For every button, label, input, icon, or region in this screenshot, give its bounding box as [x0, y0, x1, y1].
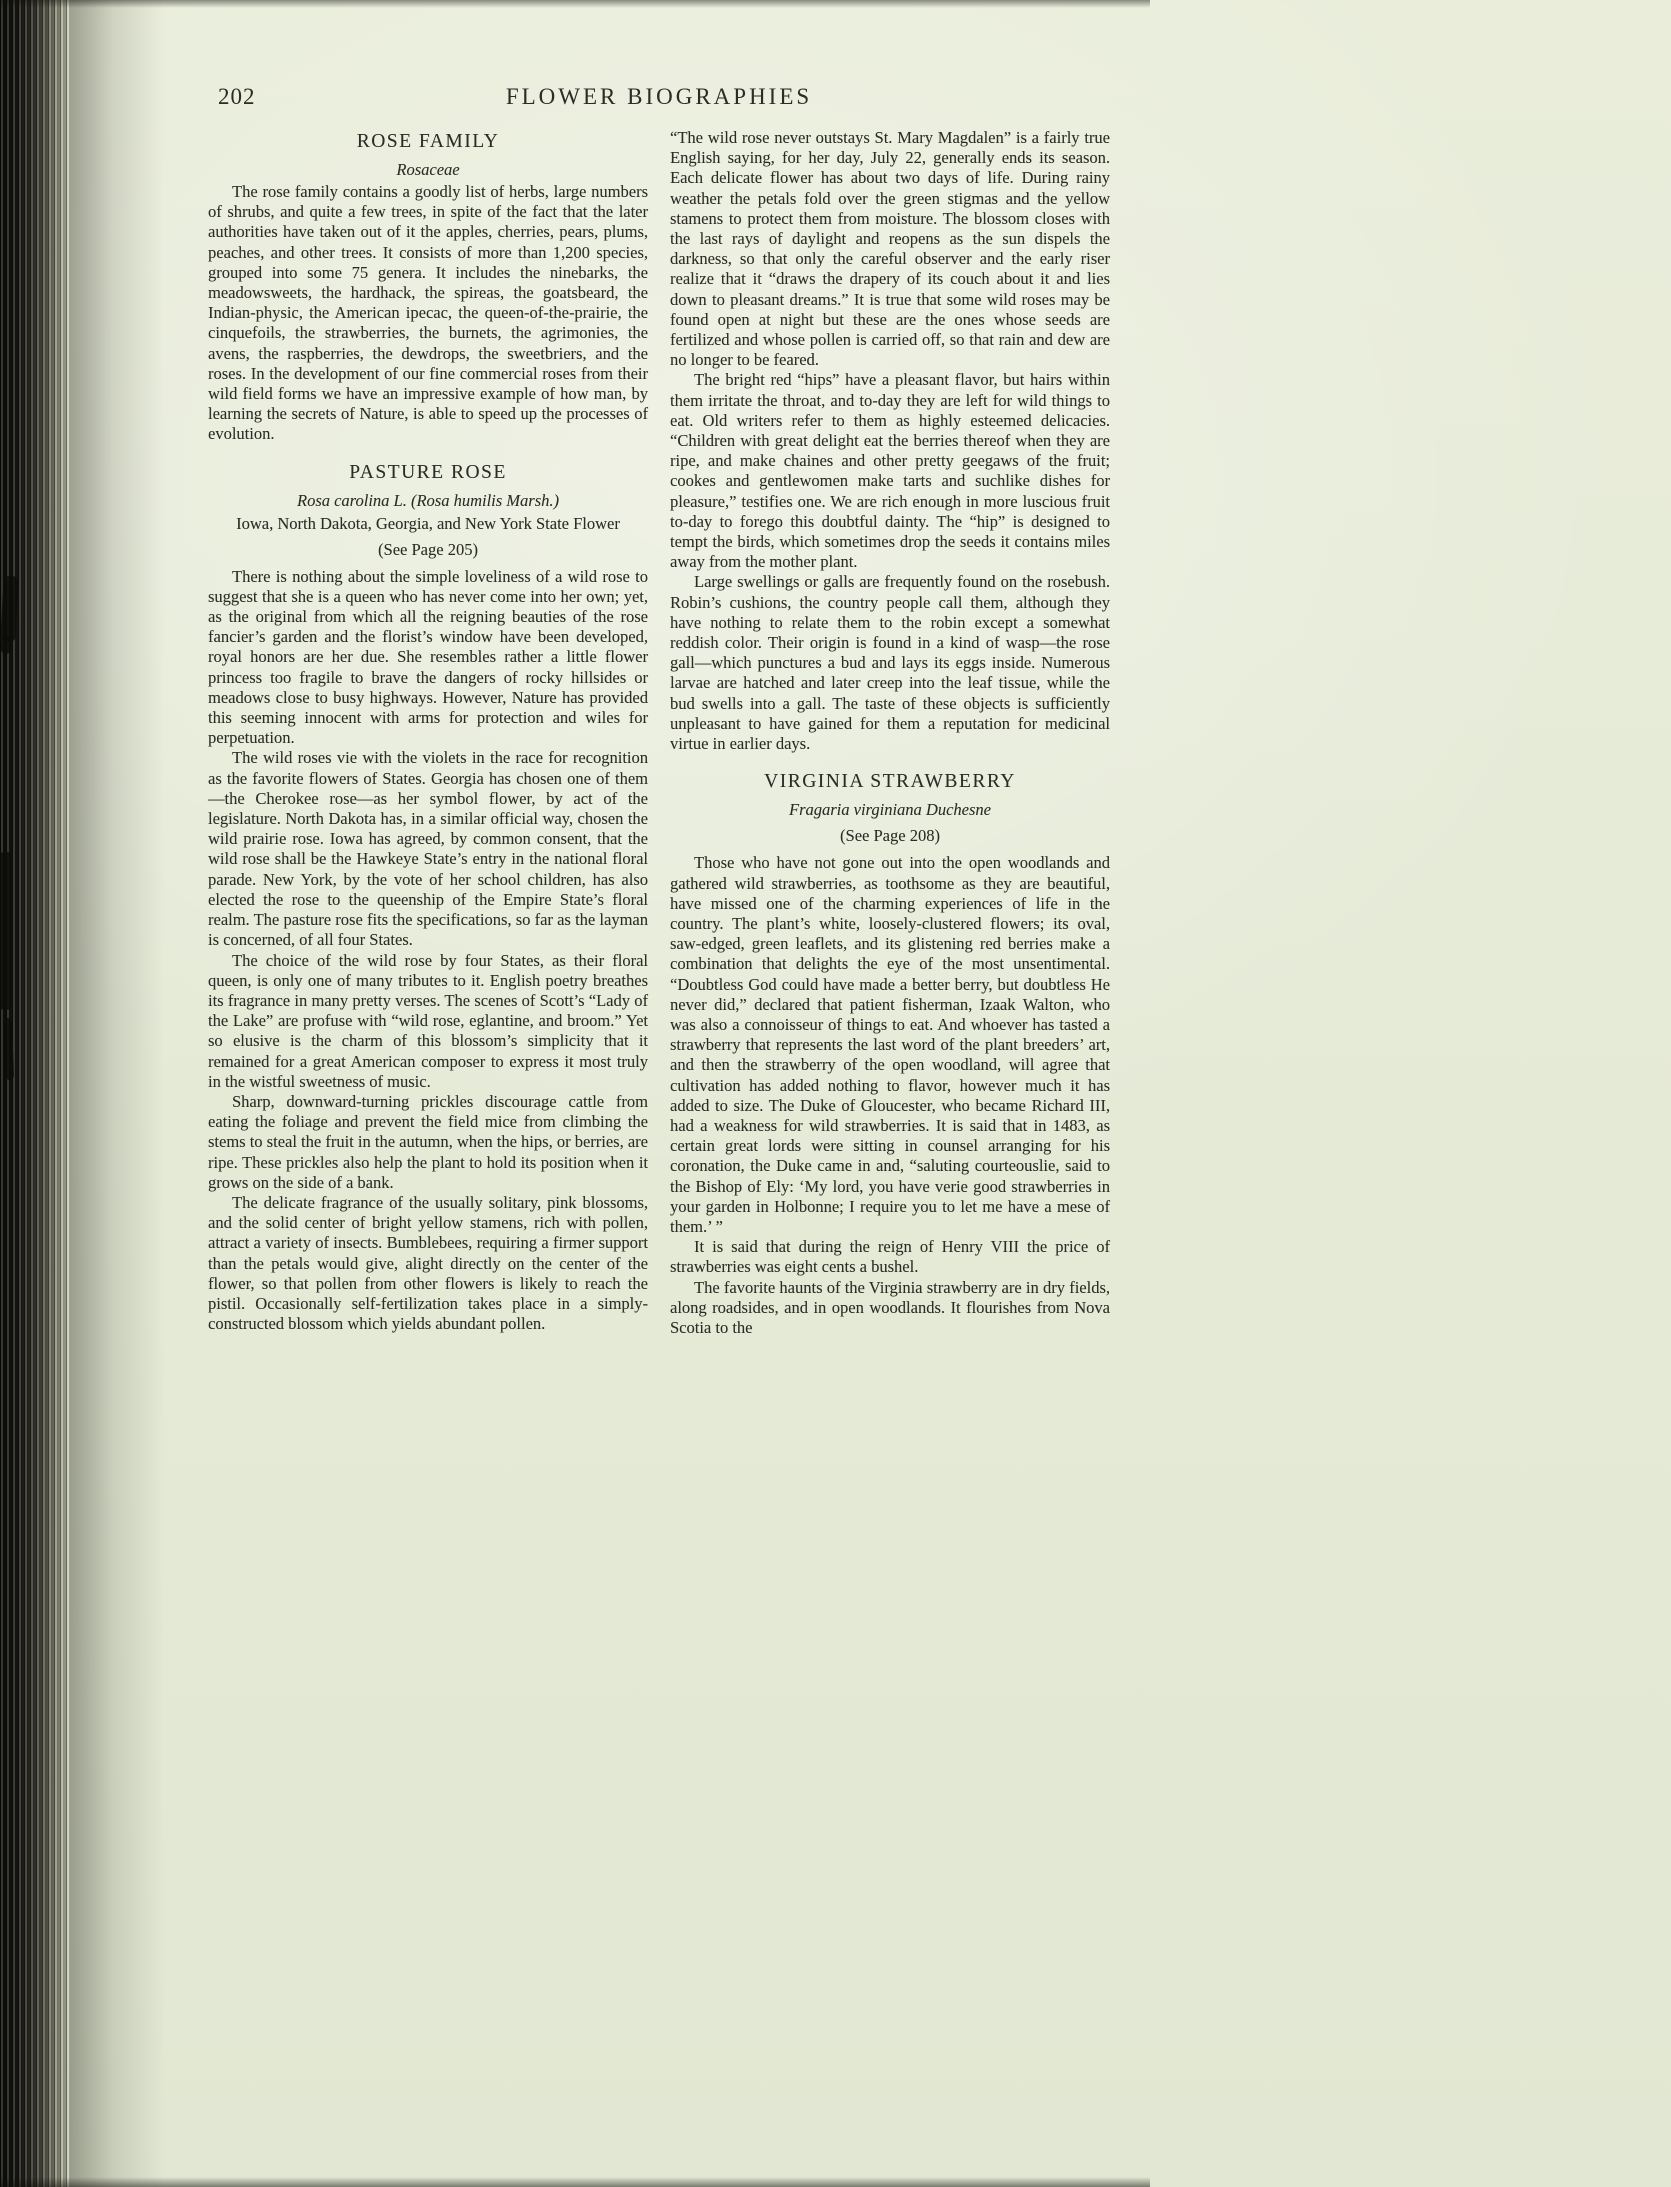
paragraph: Large swellings or galls are frequently found on the rosebush. Robin’s cushions, the country people call them, although they have nothing to relate them to the robin except a somewhat reddish color. Their origin is found in a kind of wasp—the rose gall—which punctures a bud and lays its eggs inside. Numerous larvae are hatched and later creep into the leaf tissue, while the bud swells into a gall. The taste of these objects is sufficiently unpleasant to have gained for them a reputation for medicinal virtue in earlier days.: [670, 572, 1110, 754]
scan-edge-shadow-top: [0, 0, 1150, 8]
section-title-virginia-strawberry: VIRGINIA STRAWBERRY: [764, 771, 1016, 793]
paragraph: The favorite haunts of the Virginia strawberry are in dry fields, along roadsides, and in open woodlands. It flourishes from Nova Scotia to the: [670, 1277, 1110, 1337]
paragraph: Those who have not gone out into the open woodlands and gathered wild strawberries, as toothsome as they are beautiful, have missed one of the charming experiences of life in the country. The plant’s white, loosely-clustered flowers; its oval, saw-edged, green leaflets, and its glistening red berries make a combination that delights the eye of the most unsentimental. “Doubtless God could have made a better berry, but doubtless He never did,” declared that patient fisherman, Izaak Walton, who was also a connoisseur of things to eat. And whoever has tasted a strawberry that represents the last word of the plant breeders’ art, and then the strawberry of the open woodland, will agree that cultivation has added nothing to flavor, however much it has added to size. The Duke of Gloucester, who became Richard III, had a weakness for wild strawberries. It is said that in 1483, as certain great lords were sitting in counsel arranging for his coronation, the Duke came in and, “saluting courteouslie, said to the Bishop of Ely: ‘My lord, you have verie good strawberries in your garden in Holbonne; I require you to let me have a mese of them.’ ”: [670, 853, 1110, 1236]
paragraph: Sharp, downward-turning prickles discourage cattle from eating the foliage and prevent the field mice from climbing the stems to steal the fruit in the autumn, when the hips, or berries, are ripe. These prickles also help the plant to hold its position when it grows on the side of a bank.: [208, 1091, 648, 1192]
book-binding-edge: [0, 0, 70, 2187]
running-head: FLOWER BIOGRAPHIES: [505, 84, 813, 109]
text-columns: [208, 128, 1110, 1338]
ink-smudge: [1, 636, 11, 654]
section-title-rose-family: ROSE FAMILY: [356, 131, 500, 152]
paragraph: The choice of the wild rose by four States, as their floral queen, is only one of many tributes to it. English poetry breathes its fragrance in many pretty verses. The scenes of Scott’s “Lady of the Lake” are profuse with “wild rose, eglantine, and broom.” Yet so elusive is the charm of this blossom’s simplicity that it remained for a great American composer to express it most truly in the wistful sweetness of music.: [208, 950, 648, 1091]
gutter-shadow: [70, 0, 165, 2187]
left-column: [208, 128, 648, 1338]
ink-smudge: [3, 1018, 14, 1080]
latin-name-fragaria: Fragaria virginiana Duchesne: [789, 800, 991, 820]
section-title-pasture-rose: PASTURE ROSE: [349, 461, 507, 483]
paragraph: The wild roses vie with the violets in the race for recognition as the favorite flowers of States. Georgia has chosen one of them—the Cherokee rose—as her symbol flower, by act of the legislature. North Dakota has, in a similar official way, chosen the wild prairie rose. Iowa has agreed, by common consent, that the wild rose shall be the Hawkeye State’s entry in the national floral parade. New York, by the vote of her school children, has also elected the rose to the queenship of the Empire State’s floral realm. The pasture rose fits the specifications, so far as the layman is concerned, of all four States.: [208, 748, 648, 950]
see-page-note: (See Page 205): [378, 539, 478, 559]
paragraph: “The wild rose never outstays St. Mary Magdalen” is a fairly true English saying, for her day, July 22, generally ends its season. Each delicate flower has about two days of life. During rainy weather the petals fold over the green stigmas and the yellow stamens to protect them from moisture. The blossom closes with the last rays of daylight and reopens as the sun dispels the darkness, so that only the careful observer and the early riser realize that it “draws the drapery of its couch about it and lies down to pleasant dreams.” It is true that some wild roses may be found open at night but these are the ones whose seeds are fertilized and whose pollen is carried off, so that rain and dew are no longer to be feared.: [670, 128, 1110, 370]
page-number: 202: [218, 84, 256, 109]
paragraph: The bright red “hips” have a pleasant flavor, but hairs within them irritate the throat, and to-day they are left for wild things to eat. Old writers refer to them as highly esteemed delicacies. “Children with great delight eat the berries thereof when they are ripe, and make chaines and other pretty geegaws of the fruit; cookes and gentlewomen make tarts and suchlike dishes for pleasure,” testifies one. We are rich enough in more luscious fruit to-day to forego this doubtful dainty. The “hip” is designed to tempt the birds, which sometimes drop the seeds it contains miles away from the mother plant.: [670, 370, 1110, 572]
paragraph: The rose family contains a goodly list of herbs, large numbers of shrubs, and quite a few trees, in spite of the fact that the later authorities have taken out of it the apples, cherries, pears, plums, peaches, and other trees. It consists of more than 1,200 species, grouped into some 75 genera. It includes the ninebarks, the meadowsweets, the hardhack, the spireas, the goatsbeard, the Indian-physic, the American ipecac, the queen-of-the-prairie, the cinquefoils, the strawberries, the burnets, the agrimonies, the avens, the raspberries, the dewdrops, the sweetbriers, and the roses. In the development of our fine commercial roses from their wild field forms we have an impressive example of how man, by learning the secrets of Nature, is able to speed up the processes of evolution.: [208, 182, 648, 444]
ink-smudge: [0, 576, 18, 643]
paragraph: It is said that during the reign of Henry VIII the price of strawberries was eight cents a bushel.: [670, 1237, 1110, 1277]
ink-smudge: [0, 852, 11, 1010]
right-column: [670, 128, 1110, 1338]
latin-name-rosa-carolina: Rosa carolina L. (Rosa humilis Marsh.): [296, 490, 560, 510]
see-page-note: (See Page 208): [840, 826, 940, 846]
scan-edge-shadow-bottom: [0, 2177, 1150, 2187]
latin-name-rosaceae: Rosaceae: [396, 160, 460, 179]
paragraph: There is nothing about the simple loveliness of a wild rose to suggest that she is a queen who has never come into her own; yet, as the original from which all the reigning beauties of the rose fancier’s garden and the florist’s window have been developed, royal honors are her due. She resembles rather a little flower princess too fragile to brave the dangers of rocky hillsides or meadows close to busy highways. However, Nature has provided this seeming innocent with arms for protection and wiles for perpetuation.: [208, 566, 648, 748]
paragraph: The delicate fragrance of the usually solitary, pink blossoms, and the solid center of bright yellow stamens, rich with pollen, attract a variety of insects. Bumblebees, requiring a firmer support than the petals would give, alight directly on the center of the flower, so that pollen from other flowers is likely to reach the pistil. Occasionally self-fertilization takes place in a simply-constructed blossom which yields abundant pollen.: [208, 1192, 648, 1334]
state-flower-note: Iowa, North Dakota, Georgia, and New York State Flower: [236, 513, 620, 533]
